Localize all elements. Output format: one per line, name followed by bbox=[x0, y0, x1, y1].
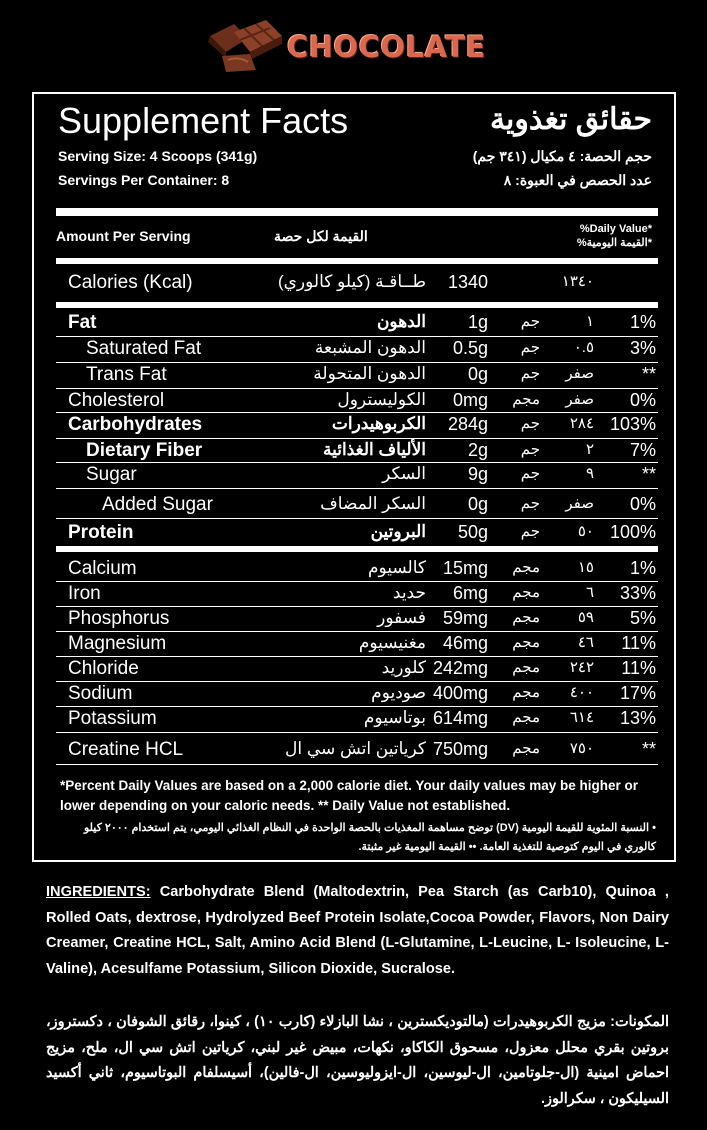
nutrient-name: Cholesterol bbox=[68, 390, 165, 411]
nutrient-amount: 6mg bbox=[452, 583, 488, 603]
serving-size-en: Serving Size: 4 Scoops (341g) bbox=[58, 148, 258, 164]
nutrient-daily-value: 33% bbox=[619, 583, 656, 603]
nutrient-amount: 46mg bbox=[442, 633, 488, 653]
nutrient-unit-ar: مجم bbox=[512, 634, 540, 651]
nutrient-name-ar: السكر bbox=[382, 464, 426, 483]
nutrient-amount: 284g bbox=[447, 414, 488, 434]
nutrient-amount: 1g bbox=[467, 312, 488, 332]
nutrient-name: Calcium bbox=[68, 558, 137, 579]
nutrient-unit-ar: جم bbox=[520, 441, 540, 458]
daily-value-header bbox=[577, 222, 652, 250]
nutrient-name: Phosphorus bbox=[68, 608, 170, 629]
nutrient-unit-ar: مجم bbox=[512, 709, 540, 726]
nutrient-name-ar: مغنيسيوم bbox=[358, 633, 426, 652]
nutrient-name-ar: كلوريد bbox=[381, 658, 426, 677]
nutrient-row bbox=[56, 683, 658, 705]
nutrient-name: Fat bbox=[68, 312, 97, 333]
nutrient-name-ar: كالسيوم bbox=[367, 558, 426, 577]
nutrient-name-ar: الألياف الغذائية bbox=[323, 440, 426, 459]
nutrient-row bbox=[56, 312, 658, 334]
nutrient-row bbox=[56, 494, 658, 516]
row-divider bbox=[56, 732, 658, 733]
nutrient-unit-ar: جم bbox=[520, 495, 540, 512]
nutrient-amount: 50g bbox=[457, 522, 488, 542]
nutrient-unit-ar: جم bbox=[520, 365, 540, 382]
nutrient-row bbox=[56, 658, 658, 680]
row-divider bbox=[56, 518, 658, 519]
nutrient-name: Chloride bbox=[68, 658, 139, 679]
nutrient-name: Carbohydrates bbox=[68, 414, 203, 435]
nutrient-unit-ar: مجم bbox=[512, 684, 540, 701]
nutrient-daily-value: 7% bbox=[629, 440, 656, 460]
nutrient-unit-ar: مجم bbox=[512, 609, 540, 626]
nutrient-unit-ar: جم bbox=[520, 313, 540, 330]
nutrient-amount-ar: ١ bbox=[585, 313, 594, 330]
row-divider bbox=[56, 412, 658, 413]
nutrient-amount-ar: صفر bbox=[565, 391, 594, 408]
nutrient-name: Sugar bbox=[86, 464, 137, 485]
nutrient-name: Trans Fat bbox=[86, 364, 167, 385]
nutrient-unit-ar: جم bbox=[520, 465, 540, 482]
nutrient-unit-ar: جم bbox=[520, 523, 540, 540]
nutrient-name-ar: فسفور bbox=[377, 608, 426, 627]
row-divider bbox=[56, 388, 658, 389]
nutrient-daily-value: 1% bbox=[629, 558, 656, 578]
row-divider bbox=[56, 631, 658, 632]
nutrient-daily-value: 100% bbox=[609, 522, 656, 542]
nutrient-name-ar: الدهون bbox=[376, 312, 426, 331]
ingredients-ar bbox=[46, 1010, 669, 1112]
nutrient-amount-ar: ٥٠ bbox=[577, 523, 594, 540]
nutrient-amount: 0g bbox=[467, 494, 488, 514]
nutrient-amount-ar: ٠.٥ bbox=[573, 339, 594, 356]
flavor-title: CHOCOLATE bbox=[287, 30, 486, 64]
nutrient-row bbox=[56, 390, 658, 412]
nutrient-amount-ar: ٤٠٠ bbox=[569, 684, 594, 701]
nutrient-amount-ar: صفر bbox=[565, 365, 594, 382]
serving-size-ar: حجم الحصة: ٤ مكيال (٣٤١ جم) bbox=[472, 148, 652, 164]
nutrient-daily-value: 103% bbox=[609, 414, 656, 434]
nutrient-amount: 0.5g bbox=[452, 338, 488, 358]
medium-divider bbox=[56, 258, 658, 264]
nutrient-amount-ar: صفر bbox=[565, 495, 594, 512]
ingredients-en bbox=[46, 880, 669, 982]
nutrient-amount: 2g bbox=[467, 440, 488, 460]
nutrient-row bbox=[56, 522, 658, 544]
servings-per-container-ar: عدد الحصص في العبوة: ٨ bbox=[503, 172, 652, 188]
calories-label-ar: طــاقـة (كيلو كالوري) bbox=[277, 272, 426, 291]
nutrient-name-ar: الدهون المشبعة bbox=[314, 338, 426, 357]
nutrient-row bbox=[56, 364, 658, 386]
nutrient-amount-ar: ٤٦ bbox=[577, 634, 594, 651]
nutrient-amount: 400mg bbox=[432, 683, 488, 703]
thick-divider bbox=[56, 208, 658, 216]
nutrient-daily-value: 11% bbox=[621, 633, 656, 653]
row-divider bbox=[56, 462, 658, 463]
nutrient-amount: 15mg bbox=[442, 558, 488, 578]
nutrient-amount: 0g bbox=[467, 364, 488, 384]
nutrient-name-ar: البروتين bbox=[370, 522, 426, 541]
nutrient-row bbox=[56, 583, 658, 605]
supplement-facts-panel bbox=[32, 92, 676, 862]
nutrient-amount: 750mg bbox=[432, 739, 488, 759]
nutrient-amount: 59mg bbox=[442, 608, 488, 628]
nutrient-amount-ar: ٦١٤ bbox=[569, 709, 594, 726]
nutrient-unit-ar: مجم bbox=[512, 740, 540, 757]
nutrient-name-ar: الكوليسترول bbox=[337, 390, 426, 409]
nutrient-daily-value: 1% bbox=[629, 312, 656, 332]
nutrient-unit-ar: مجم bbox=[512, 391, 540, 408]
nutrient-amount-ar: ٥٩ bbox=[577, 609, 594, 626]
nutrient-name: Added Sugar bbox=[102, 494, 213, 515]
row-divider bbox=[56, 681, 658, 682]
nutrient-name-ar: الكربوهيدرات bbox=[331, 414, 426, 433]
row-divider bbox=[56, 362, 658, 363]
row-divider bbox=[56, 581, 658, 582]
nutrient-row bbox=[56, 608, 658, 630]
amount-per-serving-label-ar: القيمة لكل حصة bbox=[274, 228, 368, 244]
nutrient-name: Potassium bbox=[68, 708, 157, 729]
nutrient-name: Creatine HCL bbox=[68, 739, 184, 760]
nutrient-unit-ar: جم bbox=[520, 339, 540, 356]
ingredients-label-ar: المكونات: bbox=[610, 1014, 669, 1030]
servings-per-container-en: Servings Per Container: 8 bbox=[58, 172, 230, 188]
nutrient-name: Magnesium bbox=[68, 633, 167, 654]
nutrient-amount-ar: ٢ bbox=[585, 441, 594, 458]
row-divider bbox=[56, 706, 658, 707]
ingredients-text-en: Carbohydrate Blend (Maltodextrin, Pea Starch (as Carb10), Quinoa , Rolled Oats, dextrose, Hydrolyzed Beef Protein Isolate,Cocoa Powder, Flavors, Non Dairy Creamer, Creatine HCL, Salt, Amino Acid Blend (L-Glutamine, L-Leucine, L- Isoleucine, L-Valine), Acesulfame Potassium, Silicon Dioxide, Sucralose. bbox=[46, 884, 669, 977]
nutrient-amount: 242mg bbox=[432, 658, 488, 678]
nutrient-name: Dietary Fiber bbox=[86, 440, 203, 461]
nutrient-amount-ar: ٦ bbox=[585, 584, 594, 601]
nutrient-amount-ar: ٢٤٢ bbox=[569, 659, 594, 676]
header bbox=[0, 14, 707, 76]
row-divider bbox=[56, 438, 658, 439]
nutrient-row bbox=[56, 414, 658, 436]
nutrient-daily-value: 5% bbox=[629, 608, 656, 628]
nutrient-row bbox=[56, 338, 658, 360]
nutrient-amount-ar: ٧٥٠ bbox=[569, 740, 594, 757]
nutrient-name-ar: بوتاسيوم bbox=[363, 708, 426, 727]
nutrient-name: Iron bbox=[68, 583, 101, 604]
row-divider bbox=[56, 606, 658, 607]
calories-row bbox=[56, 272, 658, 294]
nutrient-daily-value: 3% bbox=[629, 338, 656, 358]
calories-label: Calories (Kcal) bbox=[68, 272, 193, 293]
nutrient-row bbox=[56, 558, 658, 580]
nutrient-amount-ar: ٢٨٤ bbox=[569, 415, 594, 432]
nutrient-name-ar: صوديوم bbox=[371, 683, 426, 702]
nutrient-daily-value: 0% bbox=[629, 494, 656, 514]
daily-value-label-en: %Daily Value* bbox=[579, 223, 652, 235]
medium-divider bbox=[56, 302, 658, 308]
nutrient-row bbox=[56, 464, 658, 486]
nutrient-name-ar: الدهون المتحولة bbox=[313, 364, 426, 383]
nutrient-amount: 0mg bbox=[452, 390, 488, 410]
ingredients-label-en: INGREDIENTS: bbox=[46, 884, 151, 900]
nutrient-name-ar: حديد bbox=[392, 583, 426, 602]
nutrient-name-ar: كرياتين اتش سي ال bbox=[285, 739, 426, 758]
nutrient-daily-value: 17% bbox=[619, 683, 656, 703]
row-divider bbox=[56, 764, 658, 765]
panel-title-en: Supplement Facts bbox=[58, 100, 349, 141]
nutrient-daily-value: ** bbox=[641, 464, 656, 484]
nutrient-unit-ar: مجم bbox=[512, 659, 540, 676]
nutrient-daily-value: ** bbox=[641, 364, 656, 384]
nutrient-unit-ar: جم bbox=[520, 415, 540, 432]
footnote-en: *Percent Daily Values are based on a 2,000 calorie diet. Your daily values may be higher or lower depending on your caloric needs. ** Daily Value not established. bbox=[60, 778, 639, 813]
row-divider bbox=[56, 656, 658, 657]
nutrient-daily-value: 13% bbox=[619, 708, 656, 728]
calories-amount: 1340 bbox=[447, 272, 488, 292]
nutrient-row bbox=[56, 739, 658, 761]
nutrient-amount-ar: ١٥ bbox=[577, 559, 594, 576]
row-divider bbox=[56, 488, 658, 489]
nutrient-row bbox=[56, 440, 658, 462]
nutrient-unit-ar: مجم bbox=[512, 559, 540, 576]
nutrient-daily-value: 11% bbox=[621, 658, 656, 678]
medium-divider bbox=[56, 546, 658, 552]
nutrient-daily-value: 0% bbox=[629, 390, 656, 410]
daily-value-label-ar: *القيمة اليومية% bbox=[576, 237, 652, 249]
nutrient-name: Protein bbox=[68, 522, 134, 543]
row-divider bbox=[56, 336, 658, 337]
ingredients-text-ar: مزيج الكربوهيدرات (مالتوديكسترين ، نشا البازلاء (كارب ١٠) ، كينوا، رقائق الشوفان ، دكستروز، بروتين بقري محلل معزول، مسحوق الكاكاو، نكهات، مبيض غير لبني، كرياتين اتش سي ال، ملح، مزيج احماض امينية (ال-جلوتامين، ال-ليوسين، ال-ايزوليوسين، ال-فالين)، أسيسلفام البوتاسيوم، ثاني أكسيد السيليكون ، سكرالوز. bbox=[46, 1014, 669, 1107]
nutrient-name-ar: السكر المضاف bbox=[320, 494, 426, 513]
nutrient-amount-ar: ٩ bbox=[585, 465, 594, 482]
nutrient-name: Saturated Fat bbox=[86, 338, 202, 359]
panel-title-ar: حقائق تغذوية bbox=[489, 103, 652, 136]
amount-per-serving-label: Amount Per Serving bbox=[56, 228, 191, 244]
nutrient-row bbox=[56, 708, 658, 730]
nutrient-name: Sodium bbox=[68, 683, 133, 704]
calories-amount-ar: ١٣٤٠ bbox=[561, 273, 594, 290]
nutrient-row bbox=[56, 633, 658, 655]
nutrient-daily-value: ** bbox=[641, 739, 656, 759]
nutrient-unit-ar: مجم bbox=[512, 584, 540, 601]
chocolate-pieces-icon bbox=[204, 18, 286, 74]
footnote-ar: • النسبة المئوية للقيمة اليومية (DV) توضح مساهمة المغذيات بالحصة الواحدة في النظام الغذائي اليومي، يتم استخدام ٢٠٠٠ كيلو كالوري في اليوم كتوصية للتغذية العامة. •• القيمة اليومية غير مثبتة. bbox=[83, 822, 656, 853]
nutrient-amount: 9g bbox=[467, 464, 488, 484]
nutrient-amount: 614mg bbox=[432, 708, 488, 728]
